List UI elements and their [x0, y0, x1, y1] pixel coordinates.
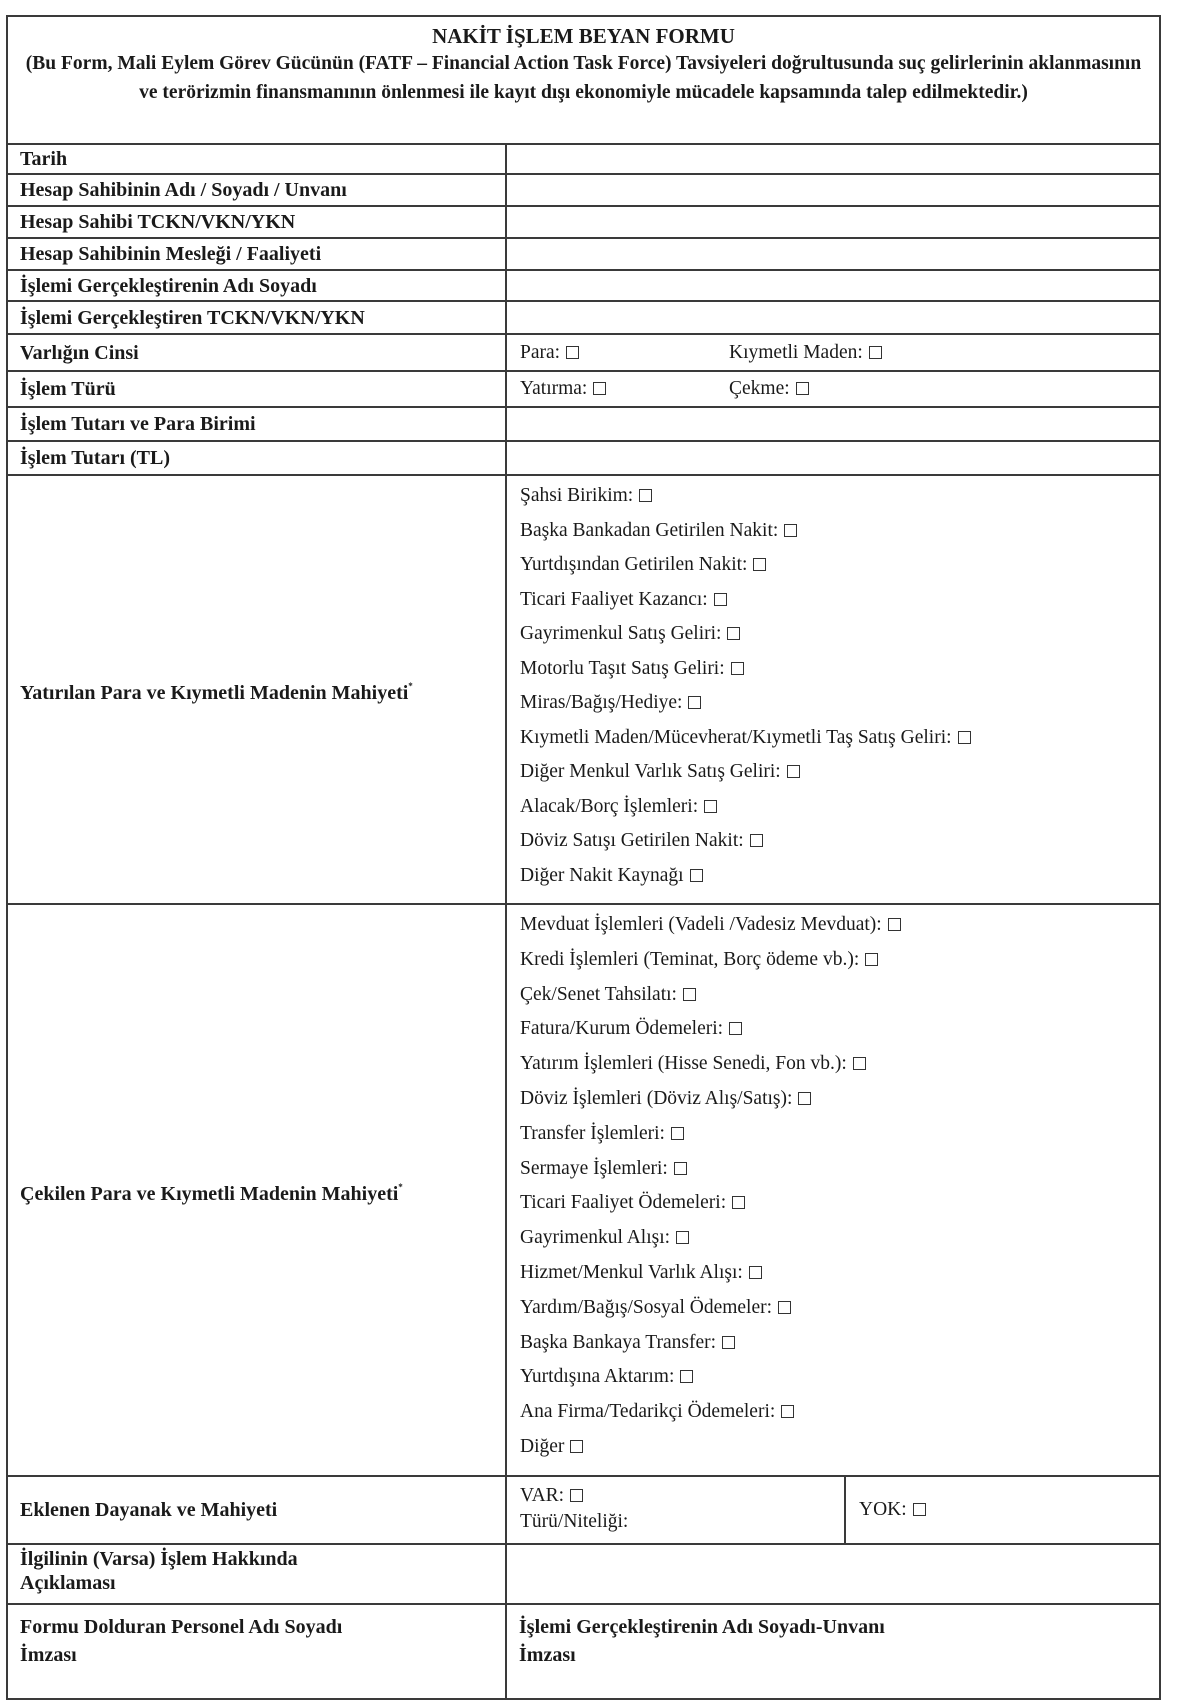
option-label: Ticari Faaliyet Kazancı: — [520, 588, 708, 610]
row-hesap-adi — [8, 175, 1159, 207]
checkbox-icon[interactable] — [570, 1440, 583, 1453]
option-label: Çek/Senet Tahsilatı: — [520, 983, 677, 1005]
option-yok[interactable] — [859, 1499, 926, 1521]
yatirilan-option[interactable] — [520, 549, 1159, 584]
option-label: Döviz Satışı Getirilen Nakit: — [520, 830, 744, 851]
option-label: Mevduat İşlemleri (Vadeli /Vadesiz Mevduat): — [520, 914, 882, 935]
yatirilan-option[interactable] — [520, 687, 1159, 722]
input-hesap-adi[interactable] — [507, 175, 1159, 205]
label-varlik-cinsi: Varlığın Cinsi — [8, 335, 507, 370]
checkbox-icon[interactable] — [639, 489, 652, 502]
option-para[interactable] — [520, 342, 579, 364]
yatirilan-option[interactable] — [520, 480, 1159, 515]
label-yatirilan-text: Yatırılan Para ve Kıymetli Madenin Mahiyeti — [20, 682, 409, 704]
varlik-options — [507, 335, 1159, 370]
label-islem-tutari-birim: İşlem Tutarı ve Para Birimi — [8, 408, 507, 440]
checkbox-icon[interactable] — [787, 765, 800, 778]
option-yatirma[interactable] — [520, 378, 606, 400]
form-header — [8, 17, 1159, 145]
label-islem-tutari-tl: İşlem Tutarı (TL) — [8, 442, 507, 474]
option-label: Yatırım İşlemleri (Hisse Senedi, Fon vb.): — [520, 1053, 847, 1075]
cekilen-option[interactable] — [520, 1327, 1159, 1362]
yatirilan-options — [507, 476, 1159, 903]
option-kiymetli-maden[interactable] — [729, 342, 882, 364]
option-label: Yardım/Bağış/Sosyal Ödemeler: — [520, 1296, 773, 1318]
islem-turu-options — [507, 372, 1159, 406]
label-tarih: Tarih — [8, 145, 507, 173]
input-aciklama[interactable] — [507, 1545, 1159, 1603]
option-label: Miras/Bağış/Hediye: — [520, 692, 683, 713]
label-dayanak: Eklenen Dayanak ve Mahiyeti — [8, 1477, 507, 1543]
cekilen-option[interactable] — [520, 1222, 1159, 1257]
personel-name-label: Formu Dolduran Personel Adı Soyadı — [20, 1616, 343, 1638]
checkbox-icon[interactable] — [671, 1127, 684, 1140]
row-imza — [8, 1605, 1159, 1700]
checkbox-icon[interactable] — [714, 593, 727, 606]
row-cekilen — [8, 905, 1159, 1477]
option-yatirma-label: Yatırma: — [520, 378, 588, 399]
islemi-signature-label: İmzası — [519, 1644, 576, 1666]
checkbox-icon[interactable] — [676, 1231, 689, 1244]
option-label: Diğer Nakit Kaynağı — [520, 864, 684, 886]
yatirilan-option[interactable] — [520, 722, 1159, 757]
cekilen-option[interactable] — [520, 944, 1159, 979]
footnote-mark: * — [408, 681, 413, 691]
option-label: Diğer — [520, 1435, 565, 1457]
yatirilan-option[interactable] — [520, 584, 1159, 619]
option-label: Alacak/Borç İşlemleri: — [520, 795, 699, 817]
label-hesap-meslek: Hesap Sahibinin Mesleği / Faaliyeti — [8, 239, 507, 269]
option-cekme[interactable] — [729, 378, 809, 400]
input-tarih[interactable] — [507, 145, 1159, 173]
checkbox-icon[interactable] — [749, 1266, 762, 1279]
checkbox-icon[interactable] — [798, 1092, 811, 1105]
label-cekilen — [8, 905, 507, 1475]
cekilen-option[interactable] — [520, 1083, 1159, 1118]
checkbox-icon[interactable] — [750, 834, 763, 847]
cekilen-option[interactable] — [520, 1153, 1159, 1188]
checkbox-icon[interactable] — [690, 869, 703, 882]
option-kiymetli-maden-label: Kıymetli Maden: — [729, 341, 863, 363]
label-cekilen-text: Çekilen Para ve Kıymetli Madenin Mahiyeti — [20, 1182, 399, 1205]
option-label: Kredi İşlemleri (Teminat, Borç ödeme vb.): — [520, 948, 860, 970]
yatirilan-option[interactable] — [520, 825, 1159, 860]
row-dayanak — [8, 1477, 1159, 1545]
cekilen-option[interactable] — [520, 979, 1159, 1014]
row-islemi-adi — [8, 271, 1159, 302]
checkbox-icon[interactable] — [781, 1405, 794, 1418]
option-label: Motorlu Taşıt Satış Geliri: — [520, 657, 725, 679]
checkbox-icon[interactable] — [753, 558, 766, 571]
label-hesap-tckn: Hesap Sahibi TCKN/VKN/YKN — [8, 207, 507, 237]
row-yatirilan — [8, 476, 1159, 905]
input-hesap-tckn[interactable] — [507, 207, 1159, 237]
checkbox-icon[interactable] — [958, 731, 971, 744]
footnote-mark: * — [398, 1181, 403, 1192]
checkbox-icon[interactable] — [688, 696, 701, 709]
checkbox-icon[interactable] — [722, 1336, 735, 1349]
yatirilan-option[interactable] — [520, 791, 1159, 826]
checkbox-icon[interactable] — [913, 1503, 926, 1516]
input-hesap-meslek[interactable] — [507, 239, 1159, 269]
checkbox-icon[interactable] — [704, 800, 717, 813]
label-islemi-adi: İşlemi Gerçekleştirenin Adı Soyadı — [8, 271, 507, 300]
checkbox-icon[interactable] — [566, 346, 579, 359]
option-label: Hizmet/Menkul Varlık Alışı: — [520, 1261, 743, 1283]
checkbox-icon[interactable] — [570, 1489, 583, 1502]
option-label: Başka Bankaya Transfer: — [520, 1331, 717, 1353]
islemi-signature-cell[interactable] — [507, 1605, 1159, 1700]
label-yatirilan — [8, 476, 507, 903]
turu-niteligi-label: Türü/Niteliği: — [520, 1511, 629, 1532]
option-label: Sermaye İşlemleri: — [520, 1157, 668, 1179]
row-islem-tutari-tl — [8, 442, 1159, 476]
option-label: Başka Bankadan Getirilen Nakit: — [520, 519, 779, 541]
checkbox-icon[interactable] — [865, 953, 878, 966]
personel-signature-cell[interactable] — [8, 1605, 507, 1700]
option-label: Ticari Faaliyet Ödemeleri: — [520, 1192, 727, 1214]
checkbox-icon[interactable] — [784, 524, 797, 537]
yatirilan-option[interactable] — [520, 653, 1159, 688]
option-label: Gayrimenkul Alışı: — [520, 1227, 671, 1249]
input-islem-tutari-tl[interactable] — [507, 442, 1159, 474]
cekilen-option[interactable] — [520, 1013, 1159, 1048]
checkbox-icon[interactable] — [593, 382, 606, 395]
option-label: Yurtdışından Getirilen Nakit: — [520, 554, 748, 575]
option-label: Yurtdışına Aktarım: — [520, 1366, 675, 1388]
input-islemi-adi[interactable] — [507, 271, 1159, 300]
option-label: Diğer Menkul Varlık Satış Geliri: — [520, 761, 781, 782]
row-hesap-tckn — [8, 207, 1159, 239]
row-islem-turu — [8, 372, 1159, 408]
cekilen-options — [507, 905, 1159, 1475]
cekilen-option[interactable] — [520, 1257, 1159, 1292]
personel-signature-label: İmzası — [20, 1644, 77, 1666]
checkbox-icon[interactable] — [680, 1370, 693, 1383]
cekilen-option[interactable] — [520, 1361, 1159, 1396]
yatirilan-option[interactable] — [520, 618, 1159, 653]
checkbox-icon[interactable] — [674, 1162, 687, 1175]
cekilen-option[interactable] — [520, 1431, 1159, 1466]
label-islemi-tckn: İşlemi Gerçekleştiren TCKN/VKN/YKN — [8, 302, 507, 333]
option-para-label: Para: — [520, 341, 561, 363]
option-label: Kıymetli Maden/Mücevherat/Kıymetli Taş Satış Geliri: — [520, 726, 952, 748]
cekilen-option[interactable] — [520, 909, 1159, 944]
checkbox-icon[interactable] — [796, 382, 809, 395]
option-label: Döviz İşlemleri (Döviz Alış/Satış): — [520, 1087, 793, 1109]
row-varlik-cinsi — [8, 335, 1159, 372]
checkbox-icon[interactable] — [732, 1196, 745, 1209]
cekilen-option[interactable] — [520, 1292, 1159, 1327]
option-label: Fatura/Kurum Ödemeleri: — [520, 1018, 724, 1040]
islemi-name-label: İşlemi Gerçekleştirenin Adı Soyadı-Unvanı — [519, 1616, 885, 1638]
row-aciklama — [8, 1545, 1159, 1605]
row-tarih — [8, 145, 1159, 175]
checkbox-icon[interactable] — [853, 1057, 866, 1070]
checkbox-icon[interactable] — [888, 918, 901, 931]
label-hesap-adi: Hesap Sahibinin Adı / Soyadı / Unvanı — [8, 175, 507, 205]
cekilen-option[interactable] — [520, 1118, 1159, 1153]
input-islemi-tckn[interactable] — [507, 302, 1159, 333]
cekilen-option[interactable] — [520, 1048, 1159, 1083]
option-var[interactable] — [520, 1483, 628, 1535]
checkbox-icon[interactable] — [683, 988, 696, 1001]
option-label: Gayrimenkul Satış Geliri: — [520, 623, 722, 644]
checkbox-icon[interactable] — [869, 346, 882, 359]
checkbox-icon[interactable] — [778, 1301, 791, 1314]
yatirilan-option[interactable] — [520, 756, 1159, 791]
input-islem-tutari-birim[interactable] — [507, 408, 1159, 440]
checkbox-icon[interactable] — [727, 627, 740, 640]
cash-transaction-declaration-form — [6, 15, 1161, 1700]
yatirilan-option[interactable] — [520, 860, 1159, 895]
column-divider — [844, 1477, 846, 1543]
label-islem-turu: İşlem Türü — [8, 372, 507, 406]
option-label: Ana Firma/Tedarikçi Ödemeleri: — [520, 1401, 776, 1423]
option-label: Transfer İşlemleri: — [520, 1122, 665, 1144]
row-islemi-tckn — [8, 302, 1159, 335]
form-subtitle: (Bu Form, Mali Eylem Görev Gücünün (FATF – Financial Action Task Force) Tavsiyeleri doğrultusunda suç gelirlerinin aklanmasının ve terörizmin finansmanının önlenmesi ile kayıt dışı ekonomiyle mücadele kapsamında talep edilmektedir.) — [25, 53, 1142, 103]
cekilen-option[interactable] — [520, 1187, 1159, 1222]
row-islem-tutari-birim — [8, 408, 1159, 442]
option-cekme-label: Çekme: — [729, 378, 790, 399]
option-label: Şahsi Birikim: — [520, 485, 634, 506]
label-aciklama: İlgilinin (Varsa) İşlem Hakkında Açıklaması — [8, 1545, 507, 1603]
form-title: NAKİT İŞLEM BEYAN FORMU — [432, 24, 735, 48]
checkbox-icon[interactable] — [731, 662, 744, 675]
checkbox-icon[interactable] — [729, 1022, 742, 1035]
cekilen-option[interactable] — [520, 1396, 1159, 1431]
dayanak-options — [507, 1477, 1159, 1543]
option-var-label: VAR: — [520, 1485, 565, 1506]
row-hesap-meslek — [8, 239, 1159, 271]
option-yok-label: YOK: — [859, 1499, 907, 1520]
yatirilan-option[interactable] — [520, 515, 1159, 550]
